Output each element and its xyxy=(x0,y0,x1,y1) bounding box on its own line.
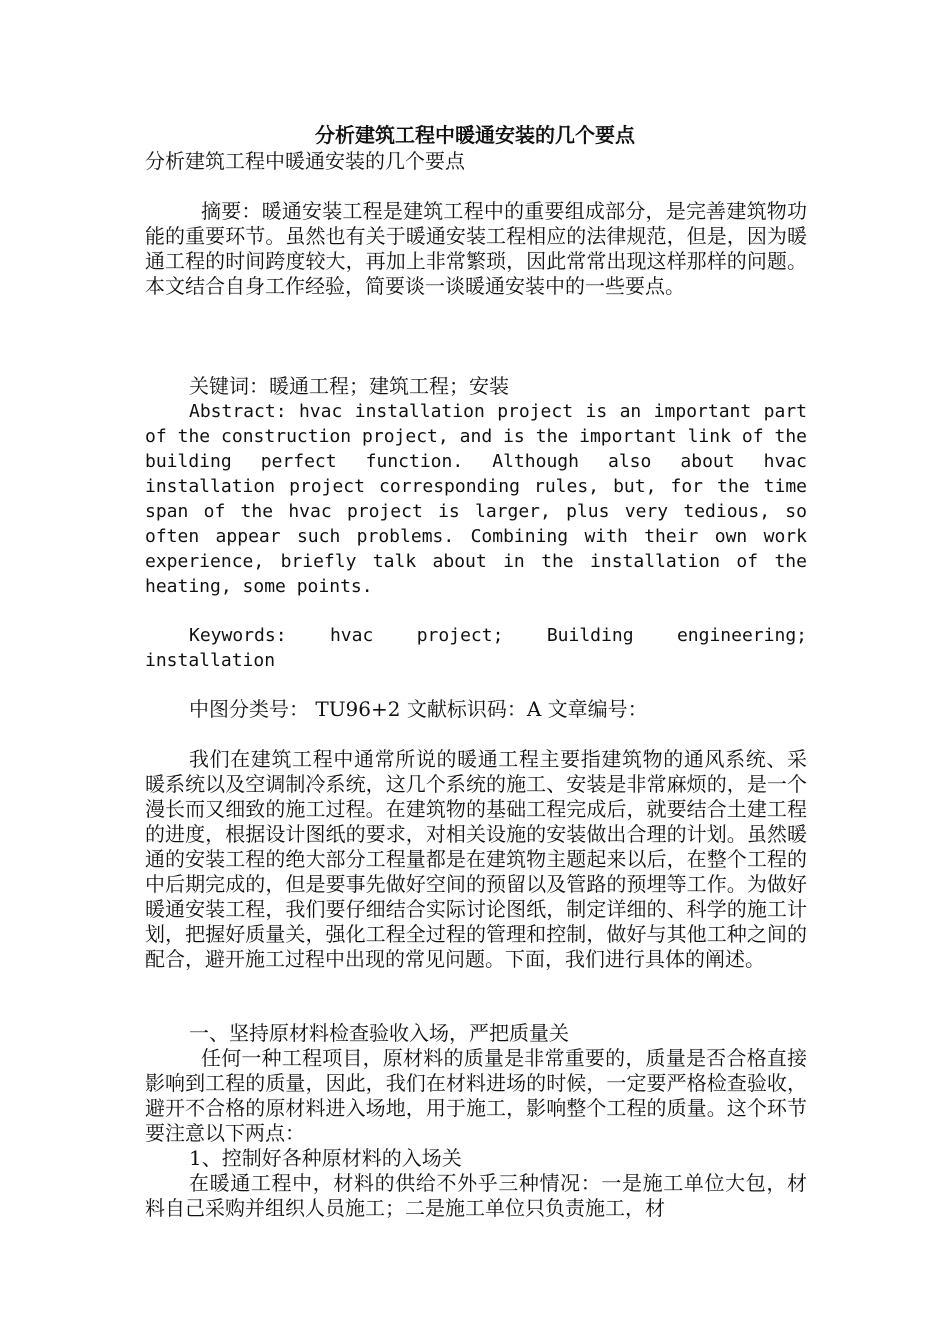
subsection1-heading: 1、控制好各种原材料的入场关 xyxy=(189,1146,462,1170)
abstract-en-paragraph: Abstract: hvac installation project is an important part of the construction project, and is the important link of the building perfect function. Although also about hvac installation project corresponding rules, but, for the time span of the hvac project is larger, plus very tedious, so often appear such problems. Combining with their own work experience, briefly talk about in the installation of the heating, some points. xyxy=(145,401,807,597)
section1-paragraph: 任何一种工程项目，原材料的质量是非常重要的，质量是否合格直接影响到工程的质量，因此，我们在材料进场的时候，一定要严格检查验收，避开不合格的原材料进入场地，用于施工，影响整个工程的质量。这个环节要注意以下两点： xyxy=(145,1046,807,1145)
keywords-en: Keywords: hvac project; Building engineering; installation xyxy=(145,625,807,671)
intro-paragraph: 我们在建筑工程中通常所说的暖通工程主要指建筑物的通风系统、采暖系统以及空调制冷系统，这几个系统的施工、安装是非常麻烦的，是一个漫长而又细致的施工过程。在建筑物的基础工程完成后，就要结合土建工程的进度，根据设计图纸的要求，对相关设施的安装做出合理的计划。虽然暖通的安装工程的绝大部分工程量都是在建筑物主题起来以后，在整个工程的中后期完成的，但是要事先做好空间的预留以及管路的预埋等工作。为做好暖通安装工程，我们要仔细结合实际讨论图纸，制定详细的、科学的施工计划，把握好质量关，强化工程全过程的管理和控制，做好与其他工种之间的配合，避开施工过程中出现的常见问题。下面，我们进行具体的阐述。 xyxy=(145,747,807,971)
keywords-cn: 关键词：暖通工程；建筑工程；安装 xyxy=(189,374,509,398)
document-subtitle: 分析建筑工程中暖通安装的几个要点 xyxy=(145,149,465,173)
abstract-cn-paragraph: 摘要：暖通安装工程是建筑工程中的重要组成部分，是完善建筑物功能的重要环节。虽然也有关于暖通安装工程相应的法律规范，但是，因为暖通工程的时间跨度较大，再加上非常繁琐，因此常常出现这样那样的问题。本文结合自身工作经验，简要谈一谈暖通安装中的一些要点。 xyxy=(145,199,807,298)
classification-line: 中图分类号： TU96+2 文献标识码：A 文章编号： xyxy=(189,697,648,721)
subsection1-paragraph: 在暖通工程中，材料的供给不外乎三种情况：一是施工单位大包，材料自己采购并组织人员施工；二是施工单位只负责施工，材 xyxy=(145,1171,807,1220)
section1-heading: 一、坚持原材料检查验收入场，严把质量关 xyxy=(189,1021,569,1045)
document-title: 分析建筑工程中暖通安装的几个要点 xyxy=(315,123,635,147)
